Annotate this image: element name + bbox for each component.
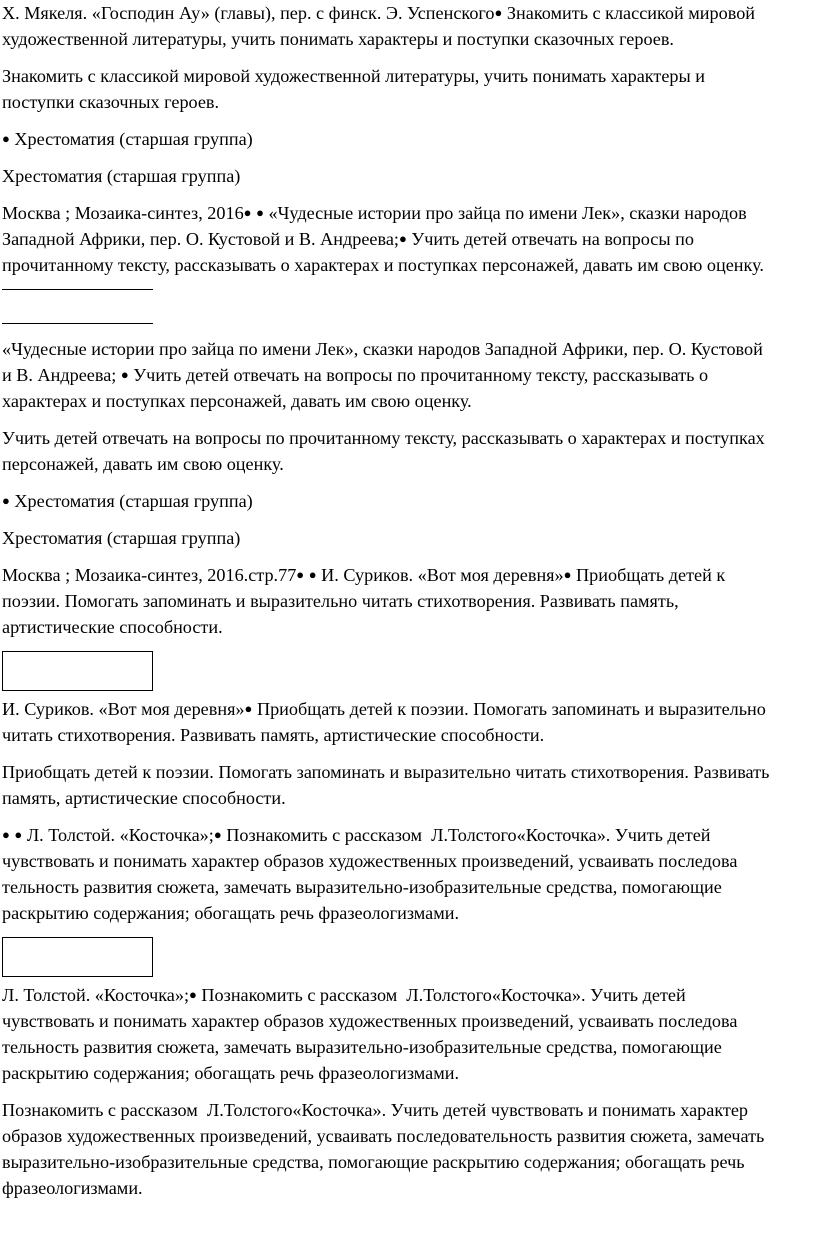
text-line [2, 428, 765, 448]
text-segment: чувствовать и понимать характер образов художественных произведений, усваивать последова [2, 1011, 738, 1031]
bullet-icon: ● [213, 827, 222, 842]
paragraph [2, 1097, 812, 1201]
bullet-icon: ● [120, 367, 129, 382]
text-segment: тельность развития сюжета, замечать выразительно-изобразительные средства, помогающие [2, 1037, 722, 1057]
text-line [2, 92, 219, 112]
text-segment: И. Суриков. «Вот моя деревня» [2, 699, 245, 719]
text-segment: Приобщать детей к поэзии. Помогать запоминать и выразительно читать стихотворения. Развивать [2, 762, 770, 782]
text-line [2, 825, 711, 845]
text-segment: раскрытию содержания; обогащать речь фразеологизмами. [2, 1063, 460, 1083]
text-line [2, 166, 240, 186]
text-segment: характерах и поступках персонажей, давать им свою оценку. [2, 391, 472, 411]
paragraph [2, 562, 812, 640]
text-segment: раскрытию содержания; обогащать речь фразеологизмами. [2, 903, 460, 923]
text-segment: Х. Мякеля. «Господин Ау» (главы), пер. с финск. Э. Успенского [2, 3, 495, 23]
horizontal-rule [2, 323, 153, 324]
text-segment: Познакомить с рассказом Л.Толстого«Косточка». Учить детей чувствовать и понимать характер [2, 1100, 749, 1120]
text-segment: Хрестоматия (старшая группа) [9, 129, 253, 149]
text-line [2, 454, 284, 474]
paragraph [2, 336, 812, 414]
text-segment: и В. Андреева; [2, 365, 121, 385]
text-segment: Учить детей отвечать на вопросы по прочитанному тексту, рассказывать о [128, 365, 709, 385]
text-line [2, 66, 705, 86]
text-segment: образов художественных произведений, усваивать последовательность развития сюжета, замечать [2, 1126, 765, 1146]
text-line [2, 229, 694, 249]
text-line [2, 788, 286, 808]
text-segment: Учить детей отвечать на вопросы по прочитанному тексту, рассказывать о характерах и поступках [2, 428, 765, 448]
text-line [2, 3, 755, 23]
text-line [2, 255, 764, 275]
text-segment: «Чудесные истории про зайца по имени Лек», сказки народов Западной Африки, пер. О. Кустовой [2, 339, 763, 359]
bullet-icon: ● [494, 5, 503, 20]
text-segment: художественной литературы, учить понимать характеры и поступки сказочных героев. [2, 29, 674, 49]
text-line [2, 1063, 459, 1083]
text-line [2, 1100, 748, 1120]
paragraph [2, 982, 812, 1086]
text-line [2, 565, 725, 585]
text-segment: выразительно-изобразительные средства, помогающие раскрытию содержания; обогащать речь [2, 1152, 745, 1172]
text-line [2, 339, 763, 359]
text-line [2, 985, 686, 1005]
text-line [2, 203, 747, 223]
bullet-icon: ● [256, 205, 264, 220]
paragraph [2, 0, 812, 52]
text-line [2, 1178, 143, 1198]
text-segment: память, артистические способности. [2, 788, 286, 808]
text-segment: Знакомить с классикой мировой [502, 3, 756, 23]
text-segment: Москва ; Мозаика-синтез, 2016 [2, 203, 244, 223]
bullet-icon: ● [14, 827, 23, 842]
text-segment: Западной Африки, пер. О. Кустовой и В. Андреева; [2, 229, 399, 249]
empty-box [2, 937, 153, 977]
text-segment: Хрестоматия (старшая группа) [9, 491, 253, 511]
text-segment: Л. Толстой. «Косточка»; [2, 985, 189, 1005]
bullet-icon: ● [296, 567, 305, 582]
text-line [2, 617, 223, 637]
text-segment: тельность развития сюжета, замечать выразительно-изобразительные средства, помогающие [2, 877, 722, 897]
text-segment: Знакомить с классикой мировой художественной литературы, учить понимать характеры и [2, 66, 706, 86]
text-line [2, 762, 769, 782]
bullet-icon: ● [2, 827, 10, 842]
text-segment: И. Суриков. «Вот моя деревня» [316, 565, 564, 585]
text-segment: фразеологизмами. [2, 1178, 143, 1198]
paragraph [2, 488, 812, 514]
text-segment: Учить детей отвечать на вопросы по [406, 229, 694, 249]
paragraph [2, 696, 812, 748]
text-segment: Хрестоматия (старшая группа) [2, 166, 241, 186]
text-line [2, 877, 722, 897]
text-segment: «Чудесные истории про зайца по имени Лек», сказки народов [263, 203, 747, 223]
text-line [2, 1152, 745, 1172]
text-segment: Познакомить с рассказом Л.Толстого«Косточка». Учить детей [196, 985, 686, 1005]
paragraph [2, 200, 812, 278]
paragraph [2, 525, 812, 551]
text-segment: поэзии. Помогать запоминать и выразительно читать стихотворения. Развивать память, [2, 591, 679, 611]
text-line [2, 365, 708, 385]
text-line [2, 391, 472, 411]
horizontal-rule [2, 289, 153, 290]
text-segment: Приобщать детей к [571, 565, 726, 585]
empty-box [2, 651, 153, 691]
text-line [2, 591, 679, 611]
text-line [2, 129, 253, 149]
paragraph [2, 822, 812, 926]
paragraph [2, 63, 812, 115]
paragraph [2, 163, 812, 189]
bullet-icon: ● [189, 987, 197, 1002]
text-line [2, 29, 674, 49]
bullet-icon: ● [243, 205, 252, 220]
bullet-icon: ● [398, 231, 407, 246]
text-line [2, 528, 240, 548]
text-line [2, 903, 459, 923]
text-segment: поступки сказочных героев. [2, 92, 220, 112]
bullet-icon: ● [308, 567, 317, 582]
text-segment: чувствовать и понимать характер образов художественных произведений, усваивать последова [2, 851, 738, 871]
text-segment: артистические способности. [2, 617, 223, 637]
text-line [2, 1011, 737, 1031]
text-line [2, 725, 544, 745]
text-segment: Приобщать детей к поэзии. Помогать запоминать и выразительно [252, 699, 766, 719]
bullet-icon: ● [244, 701, 253, 716]
bullet-icon: ● [2, 131, 10, 146]
text-segment: Хрестоматия (старшая группа) [2, 528, 241, 548]
text-line [2, 1037, 722, 1057]
paragraph [2, 126, 812, 152]
text-segment: Познакомить с рассказом Л.Толстого«Косточка». Учить детей [221, 825, 711, 845]
text-segment: прочитанному тексту, рассказывать о характерах и поступках персонажей, давать им свою оценку. [2, 255, 764, 275]
text-segment: читать стихотворения. Развивать память, артистические способности. [2, 725, 545, 745]
paragraph [2, 425, 812, 477]
paragraph [2, 759, 812, 811]
text-segment: персонажей, давать им свою оценку. [2, 454, 284, 474]
text-segment: Москва ; Мозаика-синтез, 2016.стр.77 [2, 565, 297, 585]
text-line [2, 1126, 764, 1146]
text-line [2, 491, 253, 511]
bullet-icon: ● [2, 493, 10, 508]
bullet-icon: ● [563, 567, 572, 582]
text-segment: Л. Толстой. «Косточка»; [22, 825, 214, 845]
text-line [2, 699, 766, 719]
text-line [2, 851, 737, 871]
